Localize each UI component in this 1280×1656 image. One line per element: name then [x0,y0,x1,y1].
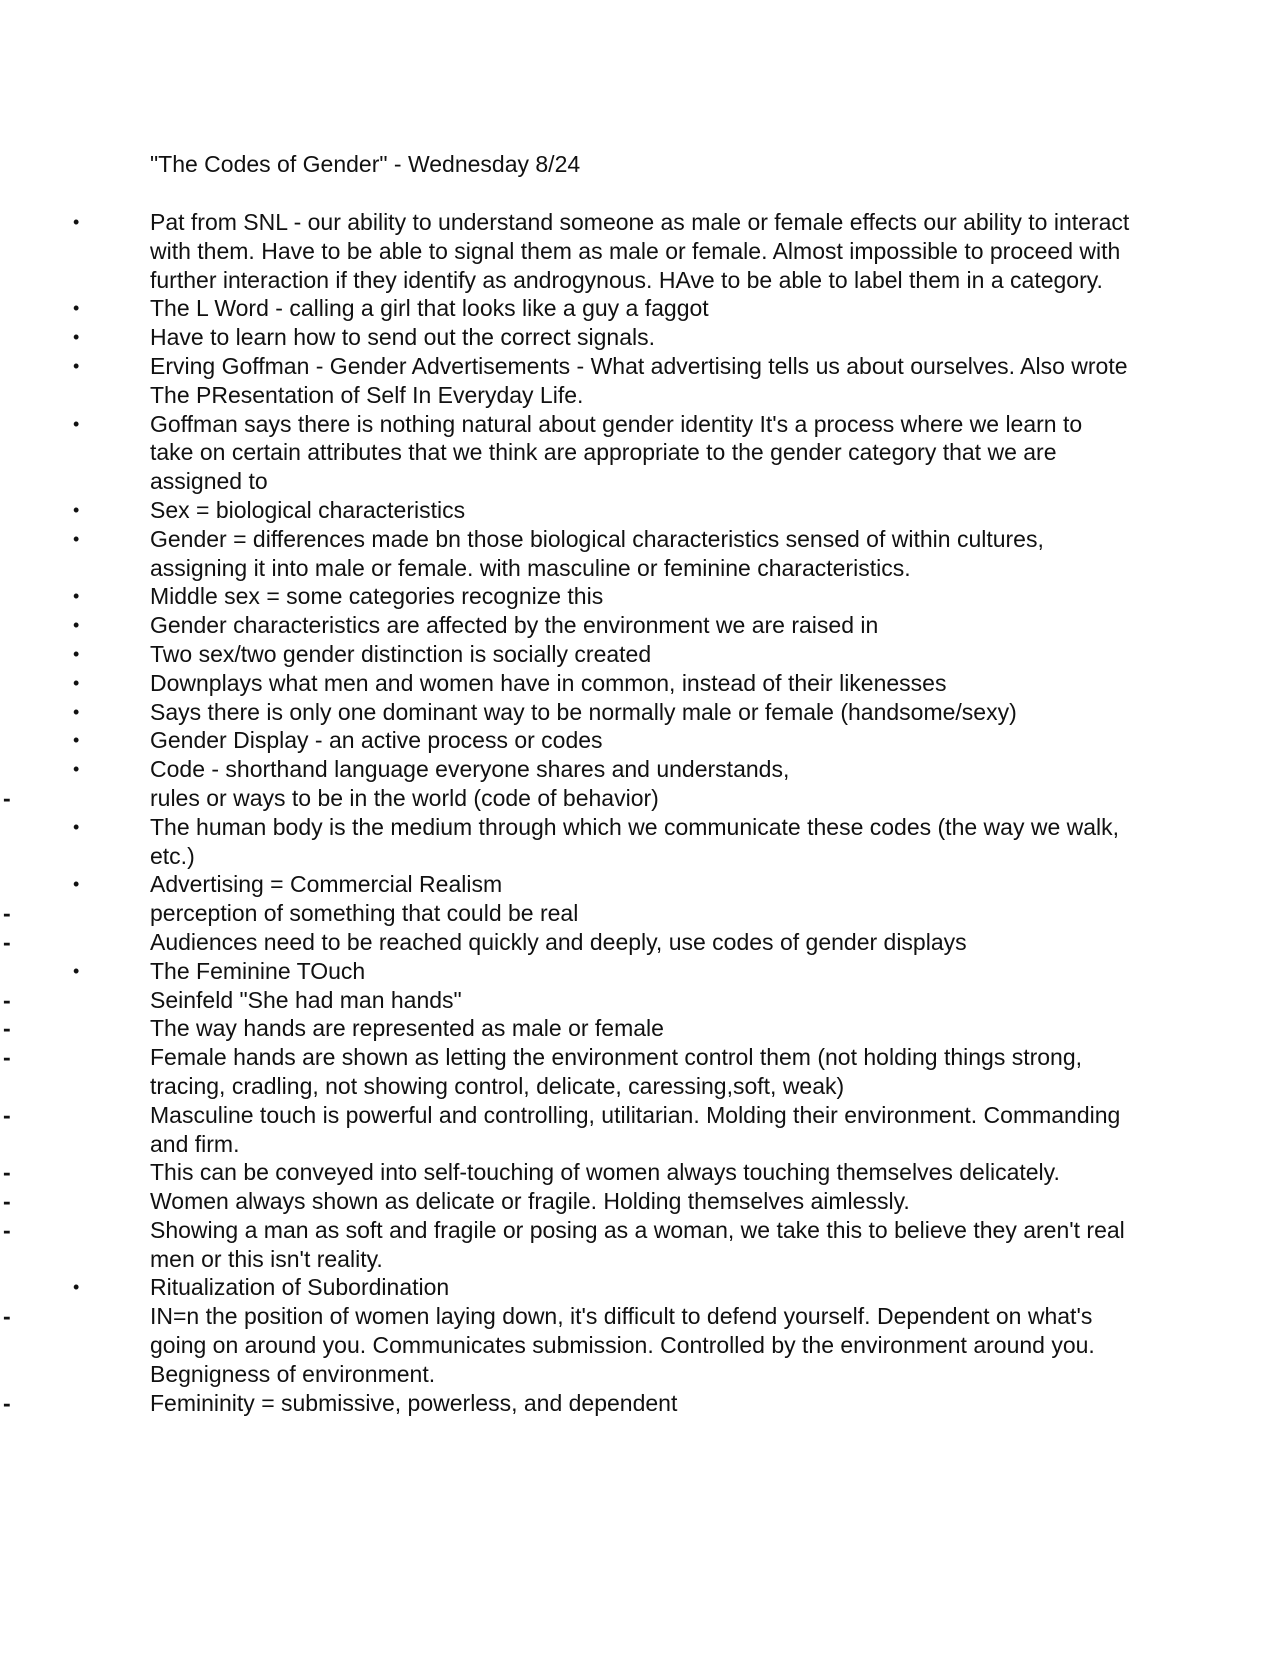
dash-marker: - [3,1303,11,1330]
item-text: Sex = biological characteristics [150,496,466,523]
item-text: The Feminine TOuch [150,957,366,984]
item-text: Masculine touch is powerful and controlling, utilitarian. Molding their environment. Commanding and firm. [150,1101,1121,1157]
item-text: IN=n the position of women laying down, it's difficult to defend yourself. Dependent on what's going on around you. Communicates submission. Controlled by the environment around you. Begnigness of environment. [150,1303,1095,1387]
item-text: Seinfeld "She had man hands" [150,986,462,1013]
bullet-marker: • [73,643,80,664]
bullet-item [0,813,1280,871]
bullet-marker: • [73,298,80,319]
bullet-marker: • [73,615,80,636]
dash-marker: - [3,1015,11,1042]
item-text: Advertising = Commercial Realism [150,871,503,898]
bullet-item [0,582,1280,611]
bullet-item [0,870,1280,899]
dash-marker: - [3,1188,11,1215]
bullet-item [0,410,1280,496]
dash-marker: - [3,1101,11,1128]
dash-marker: - [3,900,11,927]
item-text: rules or ways to be in the world (code of behavior) [150,784,659,811]
bullet-marker: • [73,1277,80,1298]
dash-item [0,784,1280,813]
dash-item [0,1014,1280,1043]
bullet-item [0,611,1280,640]
bullet-item [0,496,1280,525]
bullet-marker: • [73,586,80,607]
bullet-marker: • [73,960,80,981]
dash-item [0,1043,1280,1101]
dash-item [0,1389,1280,1418]
bullet-marker: • [73,816,80,837]
bullet-marker: • [73,413,80,434]
dash-item [0,1158,1280,1187]
bullet-marker: • [73,730,80,751]
item-text: Gender = differences made bn those biological characteristics sensed of within cultures, assigning it into male or female. with masculine or feminine characteristics. [150,525,1044,581]
bullet-marker: • [73,355,80,376]
bullet-item [0,525,1280,583]
item-text: Pat from SNL - our ability to understand someone as male or female effects our ability to interact with them. Have to be able to signal them as male or female. Almost impossible to proceed with further interaction if they identify as androgynous. HAve to be able to label them in a category. [150,209,1130,293]
dash-item [0,1216,1280,1274]
bullet-item [0,208,1280,294]
item-text: Goffman says there is nothing natural about gender identity It's a process where we learn to take on certain attributes that we think are appropriate to the gender category that we are assigned to [150,410,1083,495]
item-text: perception of something that could be real [150,900,579,927]
bullet-item [0,640,1280,669]
bullet-marker: • [73,701,80,722]
bullet-marker: • [73,212,80,232]
dash-marker: - [3,986,11,1013]
item-text: This can be conveyed into self-touching of women always touching themselves delicately. [150,1159,1060,1186]
bullet-item [0,755,1280,784]
bullet-item [0,323,1280,352]
item-text: Gender characteristics are affected by the environment we are raised in [150,612,879,639]
item-text: Two sex/two gender distinction is socially created [150,640,652,667]
item-text: Code - shorthand language everyone shares and understands, [150,756,790,783]
item-text: Erving Goffman - Gender Advertisements - What advertising tells us about ourselves. Also wrote The PResentation of Self In Everyday Life. [150,352,1128,408]
dash-marker: - [3,1044,11,1071]
bullet-item [0,957,1280,986]
bullet-item [0,1273,1280,1302]
bullet-item [0,294,1280,323]
dash-item [0,928,1280,957]
notes-list [0,208,1280,1417]
item-text: Middle sex = some categories recognize this [150,583,604,610]
bullet-item [0,726,1280,755]
dash-marker: - [3,1159,11,1186]
dash-item [0,1302,1280,1388]
item-text: The L Word - calling a girl that looks like a guy a faggot [150,295,709,322]
bullet-marker: • [73,874,80,895]
bullet-marker: • [73,327,80,348]
item-text: The human body is the medium through which we communicate these codes (the way we walk, etc.) [150,813,1120,869]
bullet-marker: • [73,672,80,693]
bullet-marker: • [73,528,80,549]
bullet-item [0,669,1280,698]
bullet-item [0,352,1280,410]
item-text: Showing a man as soft and fragile or posing as a woman, we take this to believe they aren't real men or this isn't reality. [150,1216,1125,1272]
dash-marker: - [3,1216,11,1243]
item-text: Have to learn how to send out the correct signals. [150,324,656,351]
bullet-item [0,698,1280,727]
dash-marker: - [3,1389,11,1416]
item-text: The way hands are represented as male or female [150,1015,664,1042]
dash-item [0,986,1280,1015]
item-text: Gender Display - an active process or codes [150,727,603,754]
bullet-marker: • [73,499,80,520]
dash-item [0,899,1280,928]
item-text: Femininity = submissive, powerless, and dependent [150,1389,678,1416]
item-text: Audiences need to be reached quickly and deeply, use codes of gender displays [150,928,967,955]
item-text: Female hands are shown as letting the environment control them (not holding things strong, tracing, cradling, not showing control, delicate, caressing,soft, weak) [150,1044,1083,1099]
item-text: Women always shown as delicate or fragile. Holding themselves aimlessly. [150,1188,910,1215]
dash-item [0,1101,1280,1159]
item-text: Ritualization of Subordination [150,1274,450,1301]
dash-item [0,1187,1280,1216]
item-text: Downplays what men and women have in common, instead of their likenesses [150,669,947,696]
item-text: Says there is only one dominant way to be normally male or female (handsome/sexy) [150,698,1017,725]
dash-marker: - [3,784,11,811]
bullet-marker: • [73,759,80,780]
page-title: "The Codes of Gender" - Wednesday 8/24 [150,151,581,177]
dash-marker: - [3,928,11,955]
